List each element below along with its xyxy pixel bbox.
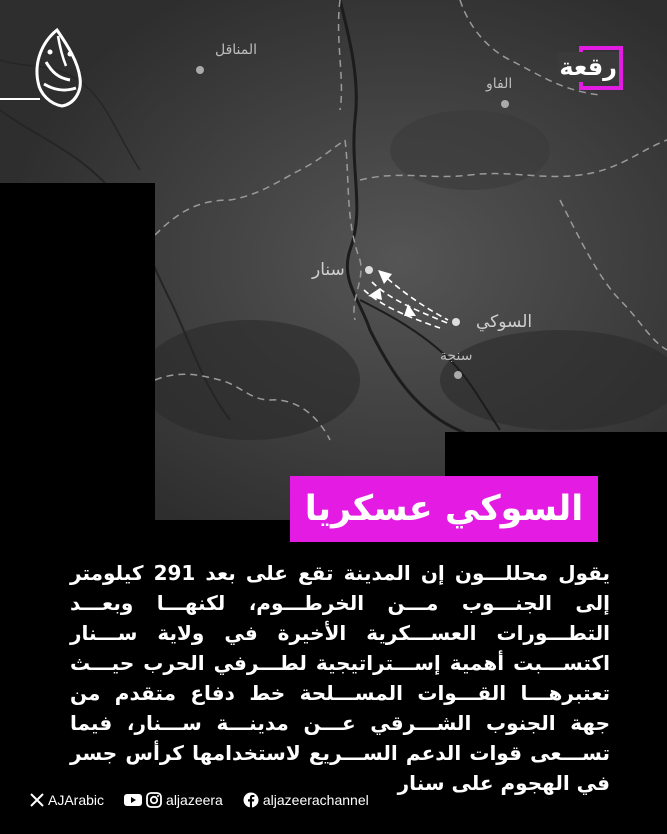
youtube-instagram-link[interactable] [124, 792, 223, 808]
youtube-icon [124, 793, 142, 807]
place-label-sennar: سنار [312, 260, 345, 280]
brand-name: رقعة [559, 53, 617, 81]
x-handle: AJArabic [48, 792, 105, 808]
facebook-icon [243, 792, 259, 808]
logo-underline [0, 98, 40, 100]
youtube-instagram-handle: aljazeera [166, 792, 223, 808]
place-label-manaqil: المناقل [215, 42, 258, 58]
place-label-singa: سنجة [440, 348, 473, 364]
place-label-suki: السوكي [476, 312, 533, 332]
place-label-fao: الفاو [486, 76, 513, 92]
body-paragraph: يقول محللـــون إن المدينة تقع على بعد 291 كيلومتر إلى الجنـــوب مـــن الخرطـــوم، لكنهـــا وبعـــد التطـــورات العســـكرية الأخيرة في ولاية ســـنار اكتســـبت أهمية إســـتراتيجية لطـــرفي الحرب حيـــث تعتبرهـــا القـــوات المســـلحة خط دفاع متقدم من جهة الجنوب الشـــرقي عـــن مدينـــة ســـنار، فيما تســـعى قوات الدعم الســـريع لاستخدامها كرأس جسر في الهجوم على سنار [70, 561, 611, 795]
social-footer [30, 788, 389, 812]
black-panel-left [0, 183, 155, 523]
brand-mark [555, 46, 627, 94]
instagram-icon [146, 792, 162, 808]
headline-banner: السوكي عسكريا [290, 476, 598, 542]
facebook-link[interactable] [243, 792, 369, 808]
x-link[interactable] [30, 792, 104, 808]
facebook-handle: aljazeerachannel [262, 792, 369, 808]
x-icon [30, 793, 44, 807]
